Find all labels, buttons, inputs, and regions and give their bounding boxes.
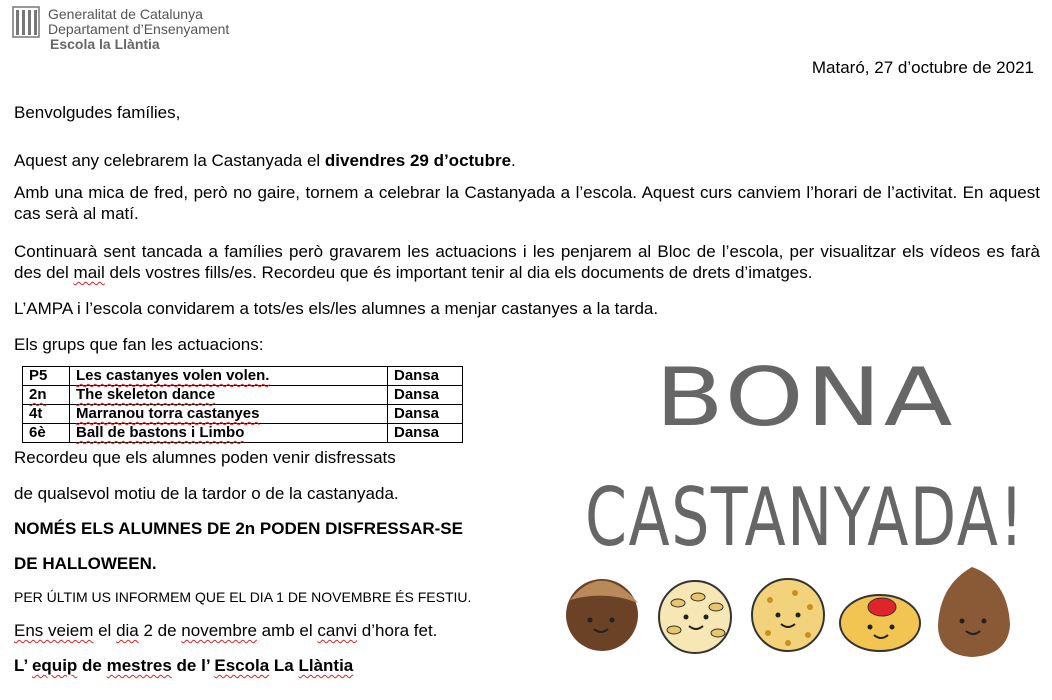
closing-word: amb el [256, 621, 318, 640]
group-type-text: Dansa [394, 405, 440, 422]
paragraph-schedule: Amb una mica de fred, però no gaire, tornem a celebrar la Castanyada a l’escola. Aquest curs canviem l’horari de l’activitat. En aquest cas serà al matí. [14, 183, 1040, 223]
closing-word: Ens veiem [14, 621, 94, 640]
closing-word: 2 de [138, 621, 182, 640]
paragraph-costumes-2: de qualsevol motiu de la tardor o de la castanyada. [14, 484, 399, 503]
bona-castanyada-poster [560, 345, 1050, 690]
group-title-text: Les castanyes volen volen. [76, 367, 270, 384]
closing-line [14, 620, 437, 641]
group-title-text: Marranou torra castanyes [76, 405, 260, 422]
group-type [388, 386, 463, 405]
signature-word: L’ [14, 656, 32, 675]
paragraph-groups-intro: Els grups que fan les actuacions: [14, 335, 264, 354]
paragraph-costumes-1: Recordeu que els alumnes poden venir disfressats [14, 448, 396, 467]
group-title [70, 405, 388, 424]
closing-word: novembre [181, 621, 257, 640]
p3-text: Continuarà sent tancada a famílies però gravarem les actuacions i les penjarem al Bloc de l’escola, per visualitzar els vídeos es farà des del [14, 242, 1040, 282]
paragraph-date [14, 150, 1040, 171]
org-line1: Generalitat de Catalunya [48, 6, 203, 22]
group-grade [23, 405, 70, 424]
group-type [388, 405, 463, 424]
chestnut-character-icon [566, 579, 638, 651]
p3-text-end: dels vostres fills/es. Recordeu que és important tenir al dia els documents de drets d’imatges. [104, 263, 813, 282]
generalitat-logo-icon [12, 6, 40, 40]
group-grade-text: P5 [29, 367, 48, 384]
p1-bold-date: divendres 29 d’octubre [324, 151, 512, 170]
signature-word: equip [31, 656, 78, 675]
closing-word: dia [116, 621, 139, 640]
holiday-note: PER ÚLTIM US INFORMEM QUE EL DIA 1 DE NOVEMBRE ÉS FESTIU. [14, 589, 472, 605]
group-grade [23, 386, 70, 405]
cherry-panellet-icon [840, 595, 920, 651]
signature [14, 655, 353, 676]
group-type-text: Dansa [394, 424, 440, 441]
halloween-note-2: DE HALLOWEEN. [14, 554, 157, 573]
group-type-text: Dansa [394, 367, 440, 384]
p1-text: Aquest any celebrarem la Castanyada el [14, 151, 325, 170]
group-title [70, 424, 388, 443]
closing-word: canvi [317, 621, 358, 640]
signature-word: Escola [214, 656, 270, 675]
organization-block [48, 7, 229, 52]
poster-title-line2: CASTANYADA! [585, 471, 1025, 564]
coconut-panellet-icon [752, 579, 824, 651]
sweet-potato-character-icon [938, 567, 1010, 657]
school-name: Escola la Llàntia [50, 36, 160, 52]
group-grade-text: 2n [29, 386, 47, 403]
table-row [23, 386, 463, 405]
poster-title-line1: BONA [655, 351, 955, 444]
group-title [70, 386, 388, 405]
paragraph-ampa: L’AMPA i l’escola convidarem a tots/es els/les alumnes a menjar castanyes a la tarda. [14, 299, 659, 318]
signature-word: de [77, 656, 107, 675]
group-grade-text: 4t [29, 405, 43, 422]
groups-table [22, 366, 463, 443]
signature-word: mestres [106, 656, 172, 675]
group-type-text: Dansa [394, 386, 440, 403]
paragraph-recording [14, 241, 1040, 283]
closing-word: d’hora fet. [357, 621, 438, 640]
greeting: Benvolgudes famílies, [14, 103, 181, 122]
table-row [23, 405, 463, 424]
group-title-text: The skeleton dance [76, 386, 216, 403]
p1-end: . [511, 151, 516, 170]
table-row [23, 424, 463, 443]
halloween-note-1: NOMÉS ELS ALUMNES DE 2n PODEN DISFRESSAR-SE [14, 519, 463, 538]
table-row [23, 367, 463, 386]
signature-word: La [269, 656, 299, 675]
group-grade [23, 367, 70, 386]
closing-word: el [93, 621, 117, 640]
group-type [388, 424, 463, 443]
org-line2: Departament d’Ensenyament [48, 21, 230, 37]
pinenut-panellet-icon [659, 581, 731, 653]
signature-word: de l’ [171, 656, 215, 675]
group-type [388, 367, 463, 386]
letter-date: Mataró, 27 d’octubre de 2021 [811, 58, 1034, 77]
group-grade-text: 6è [29, 424, 46, 441]
signature-word: Llàntia [298, 656, 354, 675]
p3-mail: mail [73, 263, 105, 282]
group-title-text: Ball de bastons i Limbo [76, 424, 245, 441]
group-title [70, 367, 388, 386]
group-grade [23, 424, 70, 443]
